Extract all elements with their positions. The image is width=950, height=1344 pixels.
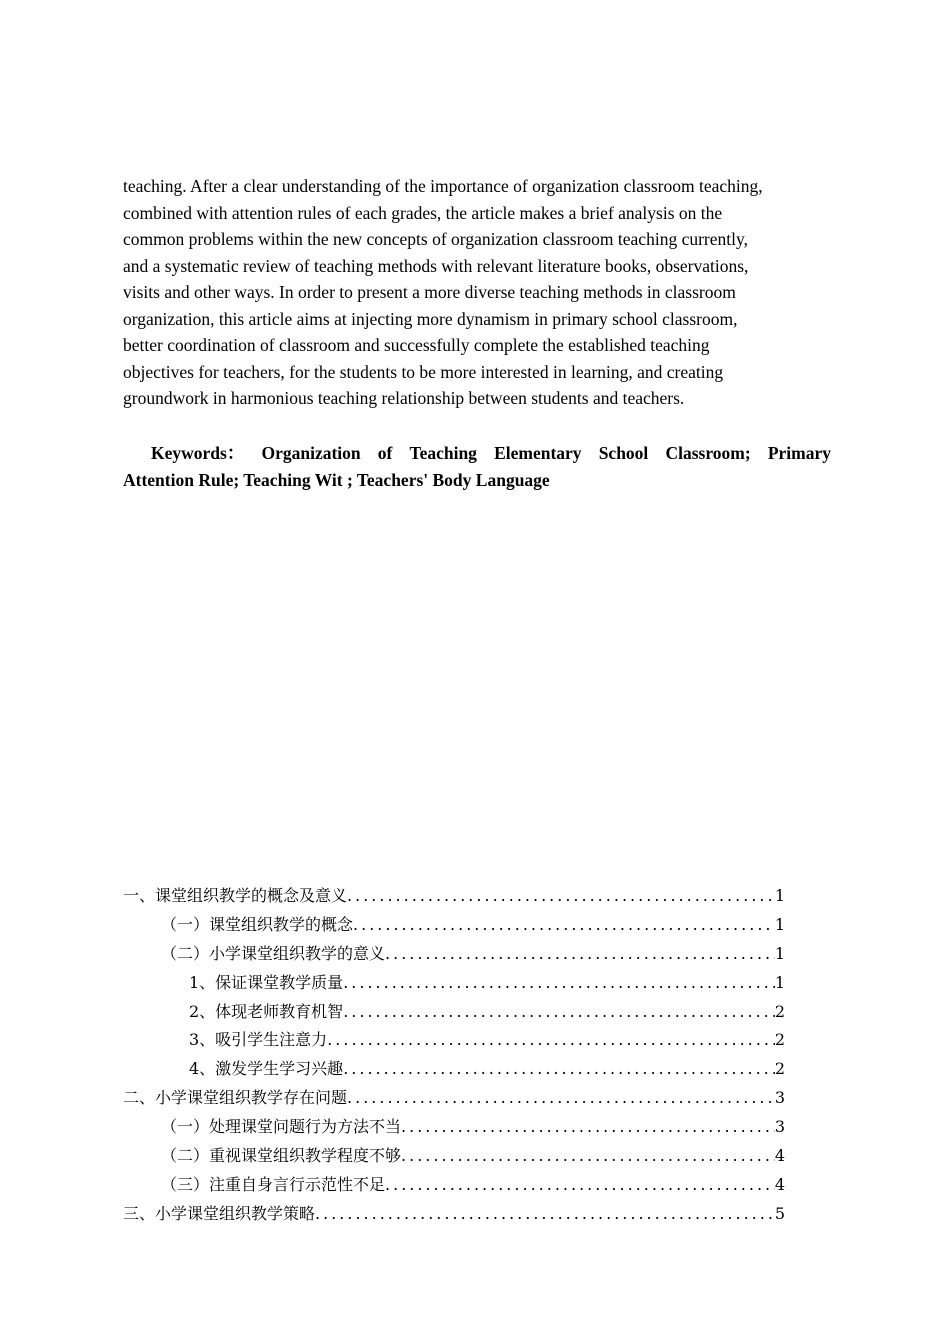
toc-leader-dots — [343, 1055, 775, 1084]
toc-entry-title: （三）注重自身言行示范性不足 — [161, 1174, 386, 1194]
toc-page-number: 4 — [774, 1174, 785, 1194]
keyword-word: Elementary — [494, 443, 582, 463]
toc-entry-title: 三、小学课堂组织教学策略 — [123, 1203, 316, 1223]
toc-page-number: 3 — [774, 1088, 785, 1108]
toc-leader-dots — [327, 1026, 775, 1055]
toc-leader-dots — [343, 969, 775, 998]
toc-entry[interactable] — [123, 1026, 785, 1055]
toc-entry[interactable] — [123, 940, 785, 969]
toc-entry-title: 4、激发学生学习兴趣 — [189, 1059, 344, 1079]
abstract-line: teaching. After a clear understanding of the importance of organization classroom teaching, — [123, 176, 763, 196]
keywords-line-1 — [123, 440, 831, 467]
abstract-line: better coordination of classroom and successfully complete the established teaching — [123, 335, 710, 355]
keyword-word: Primary — [767, 443, 831, 463]
toc-entry-title: 1、保证课堂教学质量 — [189, 972, 344, 992]
toc-entry-title: （二）重视课堂组织教学程度不够 — [161, 1146, 402, 1166]
toc-entry[interactable] — [123, 1055, 785, 1084]
toc-entry-title: 3、吸引学生注意力 — [189, 1030, 328, 1050]
toc-leader-dots — [401, 1113, 775, 1142]
keyword-word: School — [598, 443, 649, 463]
toc-leader-dots — [401, 1142, 775, 1171]
toc-entry-title: 一、课堂组织教学的概念及意义 — [123, 886, 348, 905]
toc-entry[interactable] — [123, 969, 785, 998]
toc-entry[interactable] — [123, 1113, 785, 1142]
toc-page-number: 1 — [774, 914, 785, 934]
toc-entry-title: 2、体现老师教育机智 — [189, 1001, 344, 1021]
toc-page-number: 2 — [774, 1030, 785, 1050]
abstract-paragraph — [123, 173, 833, 412]
toc-page-number: 3 — [774, 1117, 785, 1137]
abstract-line: common problems within the new concepts of organization classroom teaching currently, — [123, 229, 748, 249]
toc-entry[interactable] — [123, 998, 785, 1027]
keyword-word: Organization — [261, 443, 361, 463]
toc-entry[interactable] — [123, 1200, 785, 1229]
toc-leader-dots — [353, 911, 775, 940]
toc-entry-title: （一）处理课堂问题行为方法不当 — [161, 1117, 402, 1137]
abstract-line: visits and other ways. In order to present a more diverse teaching methods in classroom — [123, 282, 736, 302]
toc-leader-dots — [343, 998, 775, 1027]
toc-entry-title: （一）课堂组织教学的概念 — [161, 914, 354, 934]
keywords-block — [123, 440, 831, 493]
keywords-label: Keywords： — [151, 443, 245, 463]
keyword-word: of — [377, 443, 393, 463]
abstract-line: groundwork in harmonious teaching relationship between students and teachers. — [123, 388, 685, 408]
abstract-line: organization, this article aims at injecting more dynamism in primary school classroom, — [123, 308, 738, 329]
toc-entry[interactable] — [123, 1084, 785, 1113]
keywords-line-2: Attention Rule; Teaching Wit ; Teachers' Body Language — [123, 469, 550, 490]
abstract-line: combined with attention rules of each grades, the article makes a brief analysis on the — [123, 202, 723, 223]
toc-page-number: 2 — [774, 1001, 785, 1021]
toc-entry[interactable] — [123, 1171, 785, 1200]
toc-entry[interactable] — [123, 911, 785, 940]
toc-entry[interactable] — [123, 1142, 785, 1171]
abstract-line: and a systematic review of teaching methods with relevant literature books, observations, — [123, 255, 749, 276]
toc-page-number: 2 — [774, 1059, 785, 1079]
toc-leader-dots — [315, 1200, 775, 1229]
toc-page-number: 1 — [774, 972, 785, 992]
table-of-contents — [123, 882, 785, 1229]
toc-page-number: 1 — [774, 886, 785, 905]
toc-entry[interactable] — [123, 882, 785, 911]
toc-leader-dots — [385, 1171, 775, 1200]
toc-leader-dots — [347, 882, 775, 911]
toc-page-number: 1 — [774, 943, 785, 963]
toc-leader-dots — [385, 940, 775, 969]
toc-page-number: 4 — [774, 1146, 785, 1166]
toc-leader-dots — [347, 1084, 775, 1113]
toc-entry-title: 二、小学课堂组织教学存在问题 — [123, 1088, 348, 1108]
toc-entry-title: （二）小学课堂组织教学的意义 — [161, 943, 386, 963]
toc-page-number: 5 — [774, 1203, 785, 1223]
keyword-word: Teaching — [409, 443, 477, 463]
keyword-word: Classroom; — [665, 443, 751, 463]
abstract-line: objectives for teachers, for the students to be more interested in learning, and creating — [123, 361, 724, 382]
